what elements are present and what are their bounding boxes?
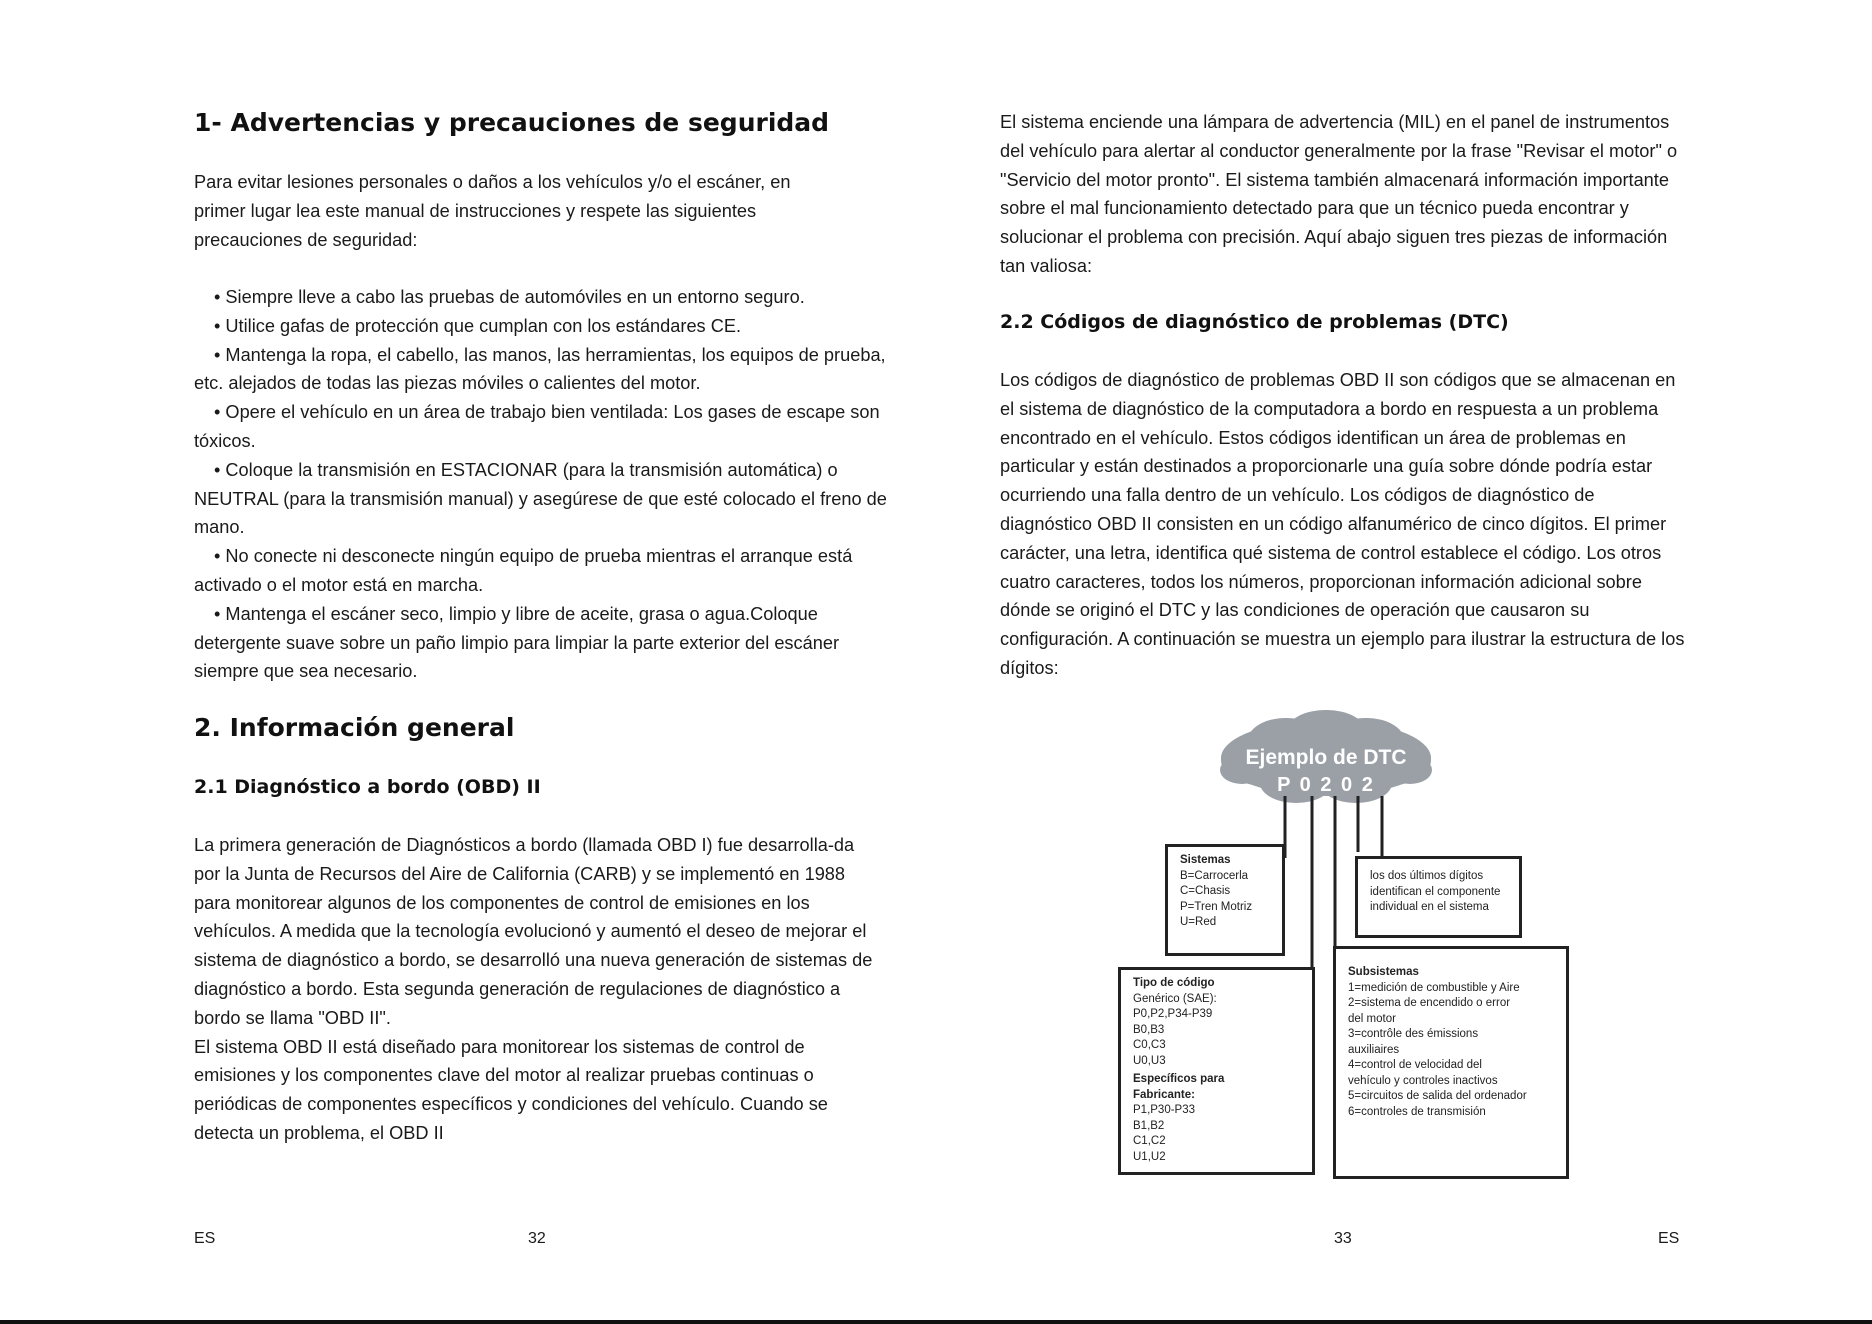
footer-language: ES (1658, 1230, 1680, 1247)
tipo-line: U0,U3 (1133, 1054, 1166, 1067)
sistemas-line: B=Carrocerla (1180, 869, 1249, 882)
ultimos-digitos-box (1355, 856, 1522, 938)
ultimos-line: los dos últimos dígitos (1370, 870, 1484, 882)
list-item: • Coloque la transmisión en ESTACIONAR (para la transmisión automática) o NEUTRAL (para la transmisión manual) y asegúrese de que esté colocado el freno de mano. (194, 459, 887, 538)
dtc-paragraph: Los códigos de diagnóstico de problemas OBD II son códigos que se almacenan en el sistema de diagnóstico de la computadora a bordo en respuesta a un problema encontrado en el vehículo. Estos códigos identifican un área de problemas en particular y están destinados a proporcionarle una guía sobre dónde podría estar ocurriendo una falla dentro de un vehículo. Los códigos de diagnóstico de diagnóstico OBD II consisten en un código alfanumérico de cinco dígitos. El primer carácter, una letra, identifica qué sistema de control establece el código. Los otros cuatro caracteres, todos los números, proporcionan información adicional sobre dónde se originó el DTC y las condiciones de operación que causaron su configuración. A continuación se muestra un ejemplo para ilustrar la estructura de los dígitos: (1000, 370, 1685, 678)
subsistemas-line: 4=control de velocidad del (1348, 1059, 1482, 1071)
subsection-heading-obd: 2.1 Diagnóstico a bordo (OBD) II (194, 776, 541, 798)
right-page (936, 0, 1872, 1300)
subsistemas-line: 1=medición de combustible y Aire (1348, 981, 1520, 994)
obd-body (194, 831, 884, 1148)
subsistemas-line: 5=circuitos de salida del ordenador (1348, 1090, 1527, 1102)
mil-intro-text: El sistema enciende una lámpara de advertencia (MIL) en el panel de instrumentos del vehículo para alertar al conductor generalmente por la frase "Revisar el motor" o "Servicio del motor pronto". El sistema también almacenará información importante sobre el mal funcionamiento detectado para que un técnico pueda encontrar y solucionar el problema con precisión. Aquí abajo siguen tres piezas de información tan valiosa: (1000, 112, 1678, 276)
subsistemas-title: Subsistemas (1348, 966, 1419, 978)
ultimos-line: individual en el sistema (1370, 901, 1489, 913)
bottom-border (0, 1320, 1872, 1324)
subsistemas-line: 3=contrôle des émissions (1348, 1028, 1479, 1040)
section-heading-safety: 1- Advertencias y precauciones de seguridad (194, 108, 830, 137)
sistemas-box (1165, 844, 1285, 956)
tipo-line: U1,U2 (1133, 1150, 1166, 1163)
safety-intro-text: Para evitar lesiones personales o daños a los vehículos y/o el escáner, en primer lugar lea este manual de instrucciones y respete las siguientes precauciones de seguridad: (194, 172, 791, 250)
tipo-line: B0,B3 (1133, 1023, 1165, 1036)
subsistemas-line: 6=controles de transmisión (1348, 1105, 1486, 1118)
list-item: • Mantenga la ropa, el cabello, las manos, las herramientas, los equipos de prueba, etc. alejados de todas las piezas móviles o calientes del motor. (194, 344, 886, 394)
subsection-heading-dtc: 2.2 Códigos de diagnóstico de problemas (DTC) (1000, 311, 1509, 333)
section-heading-general: 2. Información general (194, 713, 515, 742)
footer-language: ES (194, 1230, 216, 1247)
list-item: • Utilice gafas de protección que cumplan con los estándares CE. (214, 315, 742, 336)
tipo-line: Genérico (SAE): (1133, 992, 1217, 1005)
left-page (0, 0, 936, 1300)
cloud-title: Ejemplo de DTC (1245, 746, 1407, 769)
ultimos-line: identifican el componente (1370, 885, 1501, 898)
subsistemas-line: del motor (1348, 1012, 1396, 1025)
list-item: • No conecte ni desconecte ningún equipo de prueba mientras el arranque está activado o el motor está en marcha. (194, 546, 853, 595)
sistemas-line: U=Red (1180, 916, 1217, 928)
cloud-code: P 0 2 0 2 (1277, 774, 1375, 796)
page-number: 32 (528, 1230, 546, 1247)
safety-bullet-list (194, 283, 894, 686)
sistemas-line: P=Tren Motriz (1180, 900, 1253, 913)
tipo-title-2a: Específicos para (1133, 1073, 1225, 1085)
tipo-title-2b: Fabricante: (1133, 1088, 1195, 1101)
tipo-line: C0,C3 (1133, 1039, 1166, 1051)
tipo-line: B1,B2 (1133, 1119, 1165, 1132)
subsistemas-line: auxiliaires (1348, 1043, 1400, 1056)
subsistemas-line: vehículo y controles inactivos (1348, 1074, 1498, 1087)
tipo-title: Tipo de código (1133, 977, 1215, 989)
tipo-codigo-box (1118, 967, 1315, 1175)
sistemas-title: Sistemas (1180, 854, 1231, 866)
list-item: • Opere el vehículo en un área de trabajo bien ventilada: Los gases de escape son tóxicos. (194, 402, 880, 451)
page-number: 33 (1334, 1230, 1352, 1247)
subsistemas-line: 2=sistema de encendido o error (1348, 997, 1511, 1009)
obd-paragraph-2: El sistema OBD II está diseñado para monitorear los sistemas de control de emisiones y los componentes clave del motor al realizar pruebas continuas o periódicas de componentes específicos y condiciones del vehículo. Cuando se detecta un problema, el OBD II (194, 1036, 828, 1143)
tipo-line: C1,C2 (1133, 1135, 1166, 1147)
list-item: • Siempre lleve a cabo las pruebas de automóviles en un entorno seguro. (214, 287, 805, 307)
subsistemas-box (1333, 946, 1569, 1179)
list-item: • Mantenga el escáner seco, limpio y libre de aceite, grasa o agua.Coloque detergente suave sobre un paño limpio para limpiar la parte exterior del escáner siempre que sea necesario. (194, 603, 840, 682)
tipo-line: P0,P2,P34-P39 (1133, 1008, 1213, 1020)
sistemas-line: C=Chasis (1180, 885, 1231, 897)
safety-intro (194, 168, 834, 254)
tipo-line: P1,P30-P33 (1133, 1104, 1196, 1116)
obd-paragraph-1: La primera generación de Diagnósticos a bordo (llamada OBD I) fue desarrolla-da por la Junta de Recursos del Aire de California (CARB) y se implementó en 1988 para monitorear algunos de los componentes de control de emisiones en los vehículos. A medida que la tecnología evolucionó y aumentó el deseo de mejorar el sistema de diagnóstico a bordo, se desarrolló una nueva generación de sistemas de diagnóstico a bordo. Esta segunda generación de regulaciones de diagnóstico a bordo se llama "OBD II". (194, 835, 873, 1028)
